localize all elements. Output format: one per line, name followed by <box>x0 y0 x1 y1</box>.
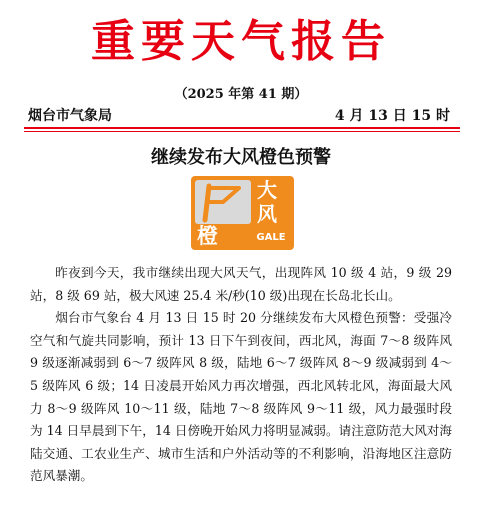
sign-char-wind: 风 <box>257 202 277 226</box>
paragraph-observation: 昨夜到今天，我市继续出现大风天气，出现阵风 10 级 4 站，9 级 29 站，8 级 69 站，极大风速 25.4 米/秒(10 级)出现在长岛北长山。 <box>30 265 452 303</box>
report-title: 重要天气报告 <box>91 16 391 67</box>
header-divider-thin <box>24 131 460 132</box>
warning-heading: 继续发布大风橙色预警 <box>151 147 331 168</box>
sign-english-label: GALE <box>256 232 286 243</box>
issue-date: 4 月 13 日 15 时 <box>334 108 450 124</box>
report-body <box>30 262 452 488</box>
paragraph-forecast: 烟台市气象台 4 月 13 日 15 时 20 分继续发布大风橙色预警：受强冷空气和气旋共同影响，预计 13 日下午到夜间，西北风，海面 7～8 级阵风 9 级逐渐减弱到 6～7 级阵风 8 级，陆地 6～7 级阵风 8～9 级减弱到 4～5 级阵风 6 级；14 日凌晨开始风力再次增强，西北风转北风，海面最大风力 8～9 级阵风 10～11 级，陆地 7～8 级阵风 9～11 级，风力最强时段为 14 日早晨到下午，14 日傍晚开始风力将明显减弱。请注意防范大风对海陆交通、工农业生产、城市生活和户外活动等的不利影响，沿海地区注意防范风暴潮。 <box>30 310 452 484</box>
issuing-organization: 烟台市气象局 <box>28 108 112 124</box>
issue-number: （2025 年第 41 期） <box>174 87 308 102</box>
sign-char-orange: 橙 <box>197 224 218 248</box>
gale-orange-warning-icon <box>191 176 294 250</box>
wind-flag-icon <box>195 180 251 224</box>
header-divider-thick <box>24 127 460 129</box>
sign-char-big: 大 <box>257 178 277 202</box>
